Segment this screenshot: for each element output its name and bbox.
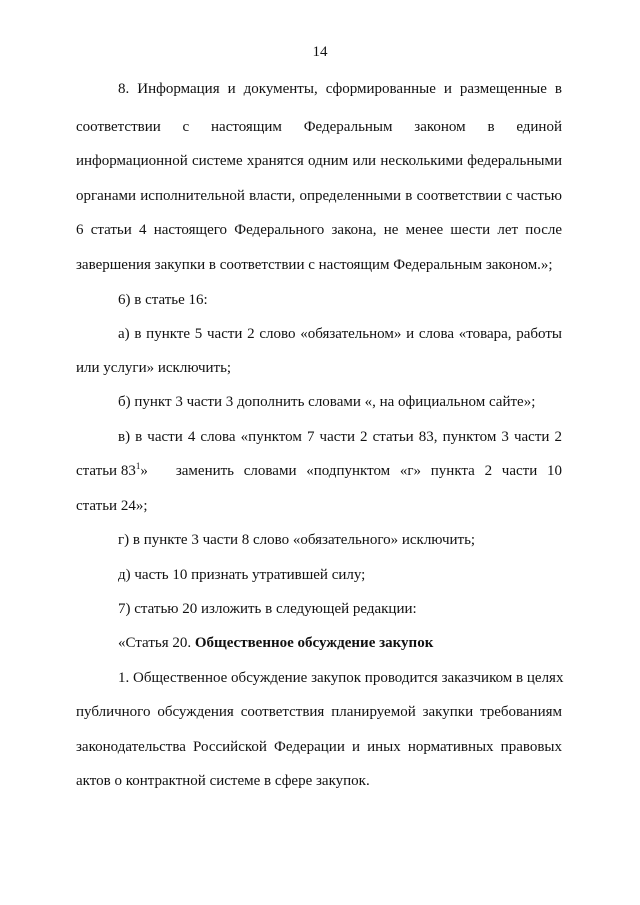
text-line: 1. Общественное обсуждение закупок проводится заказчиком в целях: [118, 670, 564, 686]
text-line: информационной системе хранятся одним или несколькими федеральными: [76, 153, 562, 169]
superscript: 1: [135, 461, 141, 471]
text-line: или услуги» исключить;: [76, 360, 232, 376]
text-line: а) в пункте 5 части 2 слово «обязательном» и слова «товара, работы: [118, 326, 562, 342]
text-line: соответствии с настоящим Федеральным законом в единой: [76, 119, 562, 135]
text-line: органами исполнительной власти, определенными в соответствии с частью: [76, 188, 562, 204]
article-heading: [118, 634, 562, 652]
text-line: б) пункт 3 части 3 дополнить словами «, на официальном сайте»;: [118, 394, 536, 410]
page-number: 14: [312, 44, 328, 60]
text-line: 8. Информация и документы, сформированные и размещенные в: [118, 81, 562, 97]
article-reference: статьи $83^1$»: [76, 461, 148, 479]
article-number: «Статья 20.: [118, 635, 195, 651]
text-line: в) в части 4 слова «пунктом 7 части 2 статьи 83, пунктом 3 части 2: [118, 429, 562, 445]
text-line: статьи 24»;: [76, 498, 148, 514]
text-line: актов о контрактной системе в сфере закупок.: [76, 773, 370, 789]
text-line: 7) статью 20 изложить в следующей редакции:: [118, 601, 417, 617]
text-line: 6) в статье 16:: [118, 292, 208, 308]
text-line: завершения закупки в соответствии с настоящим Федеральным законом.»;: [76, 257, 553, 273]
article-title: Общественное обсуждение закупок: [194, 635, 434, 651]
text-line: д) часть 10 признать утратившей силу;: [118, 567, 366, 583]
text-line-with-superscript: [76, 462, 562, 480]
text-line: 6 статьи 4 настоящего Федерального закона, не менее шести лет после: [76, 222, 562, 238]
text-line: г) в пункте 3 части 8 слово «обязательного» исключить;: [118, 532, 476, 548]
text-line-rest: заменить словами «подпунктом «г» пункта 2 части 10: [175, 463, 562, 479]
text-line: публичного обсуждения соответствия планируемой закупки требованиям: [76, 704, 562, 720]
text-line: законодательства Российской Федерации и иных нормативных правовых: [76, 739, 562, 755]
